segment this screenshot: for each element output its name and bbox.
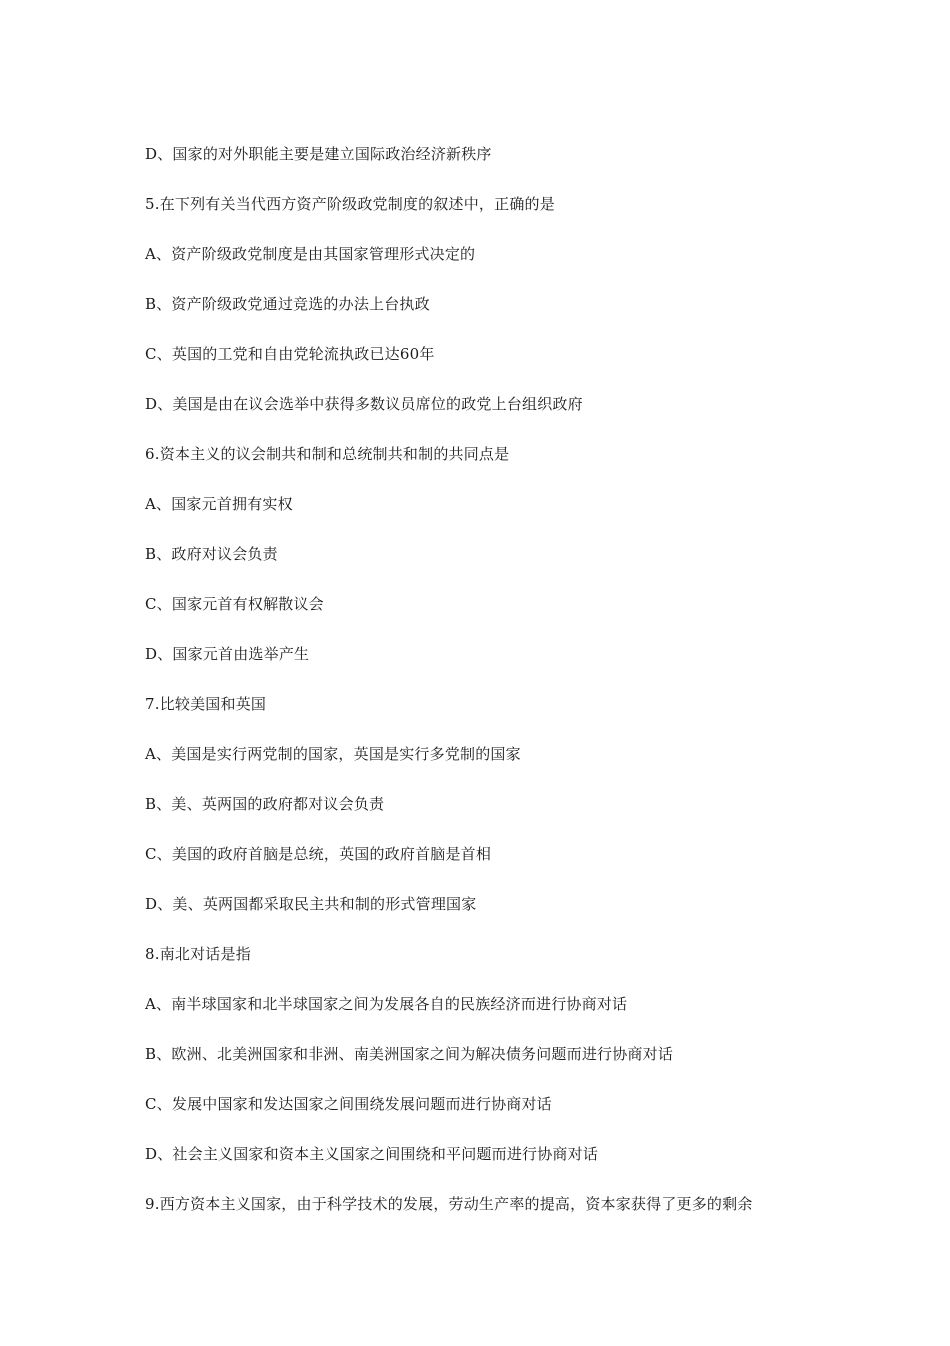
option-b-q6: B、政府对议会负责 [145, 545, 278, 563]
question-9: 9.西方资本主义国家，由于科学技术的发展，劳动生产率的提高，资本家获得了更多的剩余 [145, 1195, 753, 1213]
question-6: 6.资本主义的议会制共和制和总统制共和制的共同点是 [145, 445, 510, 463]
option-d-q8: D、社会主义国家和资本主义国家之间围绕和平问题而进行协商对话 [145, 1145, 599, 1163]
option-a-q6: A、国家元首拥有实权 [145, 495, 293, 513]
option-c-q8: C、发展中国家和发达国家之间围绕发展问题而进行协商对话 [145, 1095, 552, 1113]
option-c-q5: C、英国的工党和自由党轮流执政已达60年 [145, 345, 435, 363]
option-b-q7: B、美、英两国的政府都对议会负责 [145, 795, 385, 813]
option-d-q5: D、美国是由在议会选举中获得多数议员席位的政党上台组织政府 [145, 395, 583, 413]
option-b-q5: B、资产阶级政党通过竞选的办法上台执政 [145, 295, 430, 313]
option-a-q7: A、美国是实行两党制的国家，英国是实行多党制的国家 [145, 745, 521, 763]
question-5: 5.在下列有关当代西方资产阶级政党制度的叙述中，正确的是 [145, 195, 555, 213]
option-d-q4: D、国家的对外职能主要是建立国际政治经济新秩序 [145, 145, 492, 163]
question-8: 8.南北对话是指 [145, 945, 251, 963]
option-a-q5: A、资产阶级政党制度是由其国家管理形式决定的 [145, 245, 476, 263]
option-a-q8: A、南半球国家和北半球国家之间为发展各自的民族经济而进行协商对话 [145, 995, 628, 1013]
option-d-q6: D、国家元首由选举产生 [145, 645, 310, 663]
option-b-q8: B、欧洲、北美洲国家和非洲、南美洲国家之间为解决债务问题而进行协商对话 [145, 1045, 674, 1063]
option-c-q6: C、国家元首有权解散议会 [145, 595, 324, 613]
question-7: 7.比较美国和英国 [145, 695, 267, 713]
option-d-q7: D、美、英两国都采取民主共和制的形式管理国家 [145, 895, 477, 913]
option-c-q7: C、美国的政府首脑是总统，英国的政府首脑是首相 [145, 845, 492, 863]
